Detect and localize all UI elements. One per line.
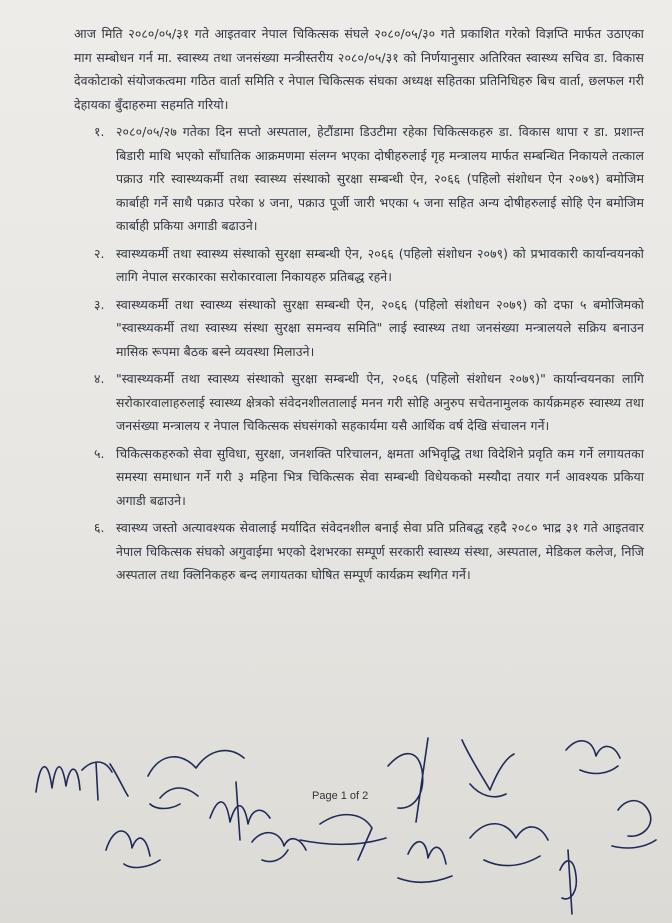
list-item: [74, 367, 644, 438]
signature-12: [612, 801, 656, 848]
list-item: [74, 242, 644, 289]
item-text: स्वास्थ्य जस्तो अत्यावश्यक सेवालाई मर्यादित संवेदनशील बनाई सेवा प्रति प्रतिबद्ध रहदै २०८० भाद्र ३१ गते आइतवार नेपाल चिकित्सक संघको अगुवाईमा भएको देशभरका सम्पूर्ण सरकारी स्वास्थ्य संस्था, अस्पताल, मेडिकल कलेज, निजि अस्पताल तथा क्लिनिकहरु बन्द लगायतका घोषित सम्पूर्ण कार्यक्रम स्थगित गर्ने।: [116, 520, 644, 582]
signature-2: [148, 751, 244, 809]
item-number: ४.: [94, 371, 105, 386]
item-number: २.: [94, 245, 105, 261]
item-text: स्वास्थ्यकर्मी तथा स्वास्थ्य संस्थाको सुरक्षा सम्बन्धी ऐन, २०६६ (पहिलो संशोधन २०७९) को दफा ५ बमोजिमको "स्वास्थ्यकर्मी तथा स्वास्थ्य संस्था सुरक्षा समन्वय समिति" लाई स्वास्थ्य तथा जनसंख्या मन्त्रालयले सक्रिय बनाउन मासिक रूपमा बैठक बस्ने व्यवस्था मिलाउने।: [116, 296, 644, 359]
item-text: "स्वास्थ्यकर्मी तथा स्वास्थ्य संस्थाको सुरक्षा सम्बन्धी ऐन, २०६६ (पहिलो संशोधन २०७९)" कार्यान्वयनका लागि सरोकारवालाहरुलाई स्वास्थ्य क्षेत्रको संवेदनशीलतालाई मनन गरी सोहि अनुरुप सचेतनामुलक कार्यक्रमहरु स्वास्थ्य तथा जनसंख्या मन्त्रालय र नेपाल चिकित्सक संघसंगको सहकार्यमा यसै आर्थिक वर्ष देखि संचालन गर्ने।: [116, 371, 644, 433]
list-item: [74, 120, 644, 238]
list-item: [74, 293, 644, 364]
signature-3: [210, 782, 270, 840]
signatures: [0, 700, 672, 923]
item-number: ६.: [94, 520, 105, 535]
item-text: २०८०/०५/२७ गतेका दिन सप्तो अस्पताल, हेटौंडामा डिउटीमा रहेका चिकित्सकहरु डा. विकास थापा र डा. प्रशान्त बिडारी माथि भएको साँघातिक आक्रमणमा संलग्न भएका दोषीहरुलाई गृह मन्त्रालय मार्फत सम्बन्धित निकायले तत्काल पक्राउ गरि स्वास्थ्यकर्मी तथा स्वास्थ्य संस्थाको सुरक्षा सम्बन्धी ऐन, २०६६ (पहिलो संशोधन ऐन २०७९) बमोजिम कार्बाही गर्ने साथै पक्राउ परेका ४ जना, पक्राउ पूर्जी जारी भएका ५ जना सहित अन्य दोषीहरुलाई सोहि ऐन बमोजिम कार्बाही प्रकिया अगाडी बढाउने।: [116, 124, 644, 233]
item-number: १.: [94, 124, 105, 139]
signature-10: [398, 842, 452, 883]
signature-11: [470, 824, 548, 866]
signature-6: [300, 815, 386, 860]
signature-7: [388, 738, 428, 822]
signature-13: [560, 850, 576, 914]
list-item: [74, 442, 644, 513]
item-text: चिकित्सकहरुको सेवा सुविधा, सुरक्षा, जनशक्ति परिचालन, क्षमता अभिवृद्धि तथा विदेशिने प्रवृति कम गर्ने लगायतका समस्या समाधान गर्ने गरी ३ महिना भित्र चिकित्सक सेवा सम्बन्धी विधेयकको मस्यौदा तयार गर्न आवश्यक प्रकिया अगाडी बढाउने।: [116, 445, 644, 508]
item-text: स्वास्थ्यकर्मी तथा स्वास्थ्य संस्थाको सुरक्षा सम्बन्धी ऐन, २०६६ (पहिलो संशोधन २०७९) को प्रभावकारी कार्यान्वयनको लागि नेपाल सरकारका सरोकारवाला निकायहरु प्रतिबद्ध रहने।: [116, 245, 644, 284]
document-body: [74, 22, 644, 587]
page-number: Page 1 of 2: [312, 790, 369, 802]
intro-paragraph: आज मिति २०८०/०५/३१ गते आइतवार नेपाल चिकित्सक संघले २०८०/०५/३० गते प्रकाशित गरेको विज्ञप्ति मार्फत उठाएका माग सम्बोधन गर्न मा. स्वास्थ्य तथा जनसंख्या मन्त्रीस्तरीय २०८०/०५/३१ को निर्णयानुसार अतिरिक्त स्वास्थ्य सचिव डा. विकास देवकोटाको संयोजकत्वमा गठित वार्ता समिति र नेपाल चिकित्सक संघका अध्यक्ष सहितका प्रतिनिधिहरु बिच वार्ता, छलफल गरी देहायका बुँदाहरुमा सहमति गरियो।: [74, 26, 644, 112]
list-item: [74, 516, 644, 587]
signature-8: [462, 740, 514, 797]
signature-9: [566, 741, 620, 774]
item-number: ३.: [94, 296, 105, 312]
item-number: ५.: [94, 445, 105, 461]
signature-1: [36, 762, 128, 800]
signature-4: [106, 831, 160, 867]
signature-5: [252, 833, 306, 862]
